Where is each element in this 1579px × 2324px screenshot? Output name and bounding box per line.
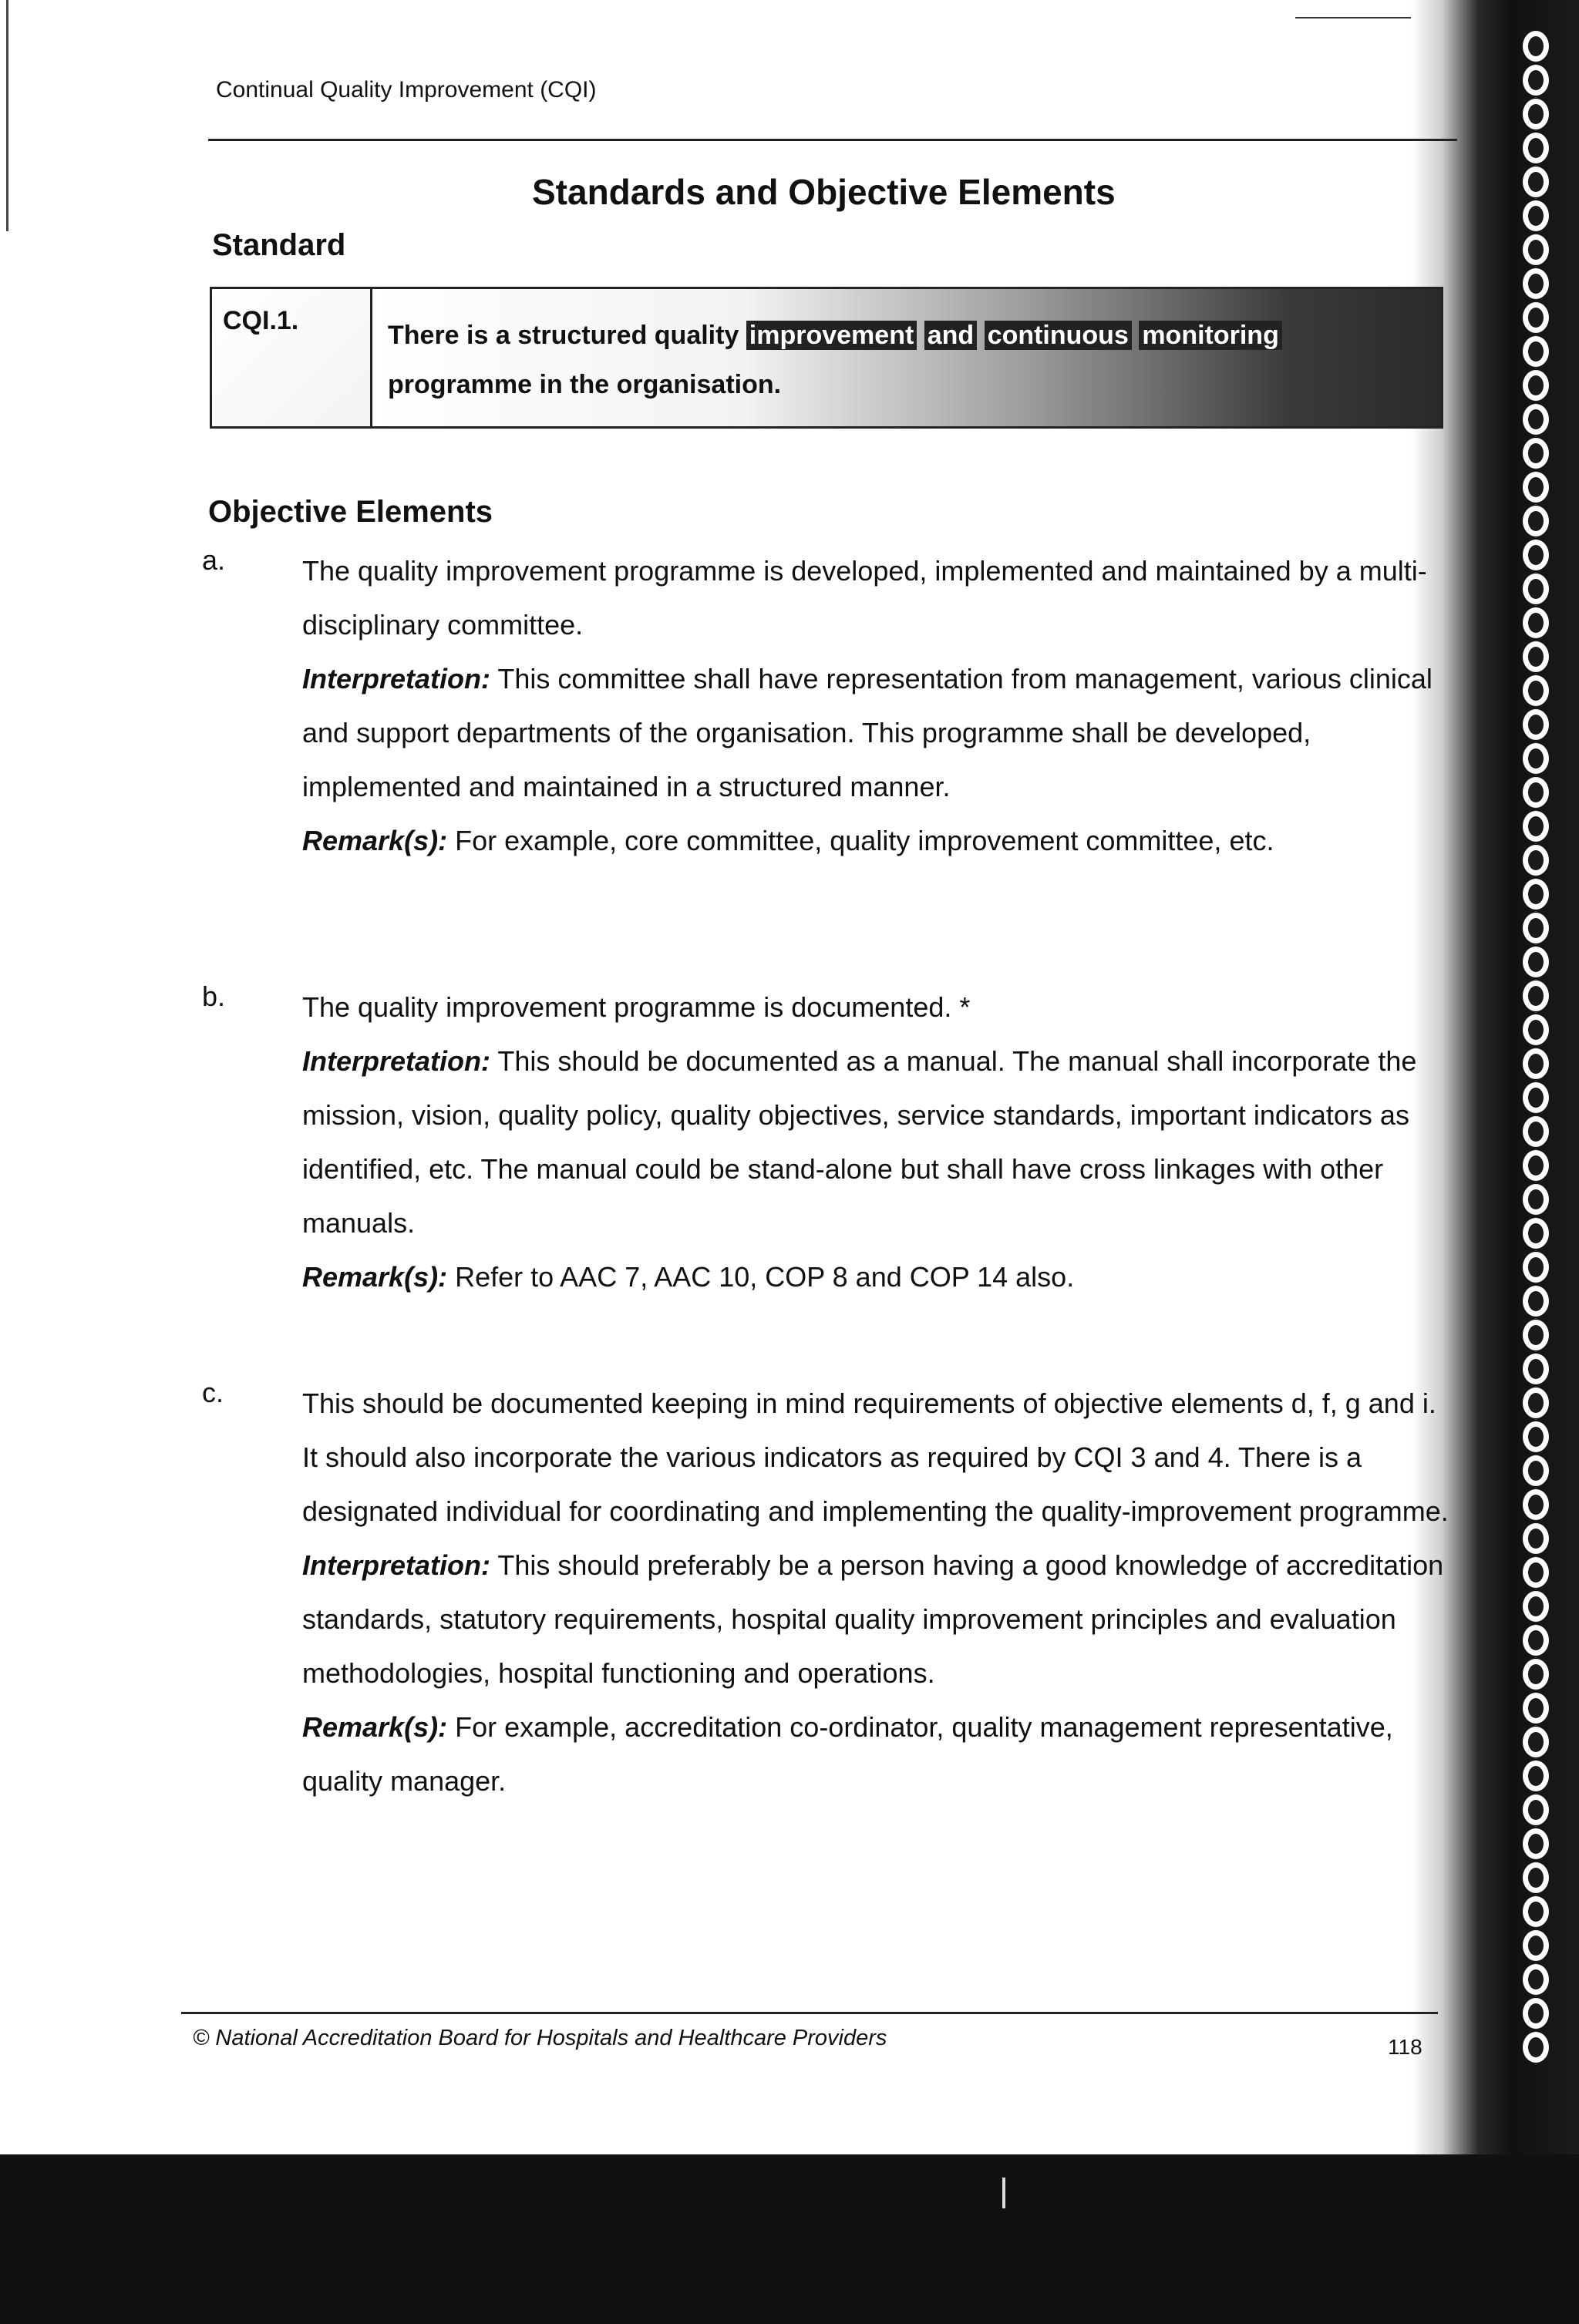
binding-ring <box>1523 675 1549 706</box>
interpretation-text: This should be documented as a manual. The manual shall incorporate the mission, vision, quality policy, quality objectives, service standards, important indicators as identified, etc. The manual could be stand-alone but shall have cross linkages with other manuals. <box>302 1045 1417 1239</box>
element-remark <box>302 1700 1451 1808</box>
standard-text-space <box>977 321 984 350</box>
standard-text-space <box>917 321 924 350</box>
binding-ring <box>1523 709 1549 740</box>
binding-ring <box>1523 1896 1549 1927</box>
standard-text-highlight: and <box>924 321 977 350</box>
standard-code: CQI.1. <box>212 289 372 426</box>
binding-ring <box>1523 845 1549 876</box>
binding-ring <box>1523 1591 1549 1622</box>
remark-text: Refer to AAC 7, AAC 10, COP 8 and COP 14 also. <box>455 1261 1075 1293</box>
binding-ring <box>1523 1862 1549 1893</box>
binding-ring <box>1523 1727 1549 1757</box>
scan-bottom-mark <box>1002 2178 1005 2208</box>
binding-ring <box>1523 1930 1549 1961</box>
element-body <box>302 980 1451 1304</box>
page-title: Standards and Objective Elements <box>532 172 1116 212</box>
standard-text-highlight: improvement <box>746 321 917 350</box>
binding-ring <box>1523 166 1549 197</box>
remark-text: For example, accreditation co-ordinator, quality management representative, quality manager. <box>302 1711 1393 1797</box>
binding-ring <box>1523 65 1549 96</box>
page-number: 118 <box>1388 2035 1422 2059</box>
binding-ring <box>1523 1794 1549 1825</box>
standard-text-highlight: monitoring <box>1139 321 1282 350</box>
standard-text-part: There is a structured quality <box>388 321 746 350</box>
binding-ring <box>1523 1320 1549 1350</box>
binding-ring <box>1523 1693 1549 1724</box>
binding-ring <box>1523 438 1549 469</box>
standard-text-space <box>1132 321 1139 350</box>
binding-ring <box>1523 947 1549 977</box>
binding-ring <box>1523 370 1549 401</box>
element-statement: The quality improvement programme is documented. * <box>302 991 971 1023</box>
binding-ring <box>1523 879 1549 910</box>
binding-ring <box>1523 1557 1549 1588</box>
element-statement: This should be documented keeping in mind requirements of objective elements d, f, g and i. It should also incorporate the various indicators as required by CQI 3 and 4. There is a designated individual for coordinating and implementing the quality-improvement programme. <box>302 1387 1449 1527</box>
element-body <box>302 544 1451 868</box>
remark-label: Remark(s): <box>302 1261 448 1293</box>
interpretation-label: Interpretation: <box>302 1549 491 1581</box>
binding-ring <box>1523 472 1549 503</box>
binding-ring <box>1523 573 1549 604</box>
standard-text-line2: programme in the organisation. <box>388 370 782 399</box>
binding-ring <box>1523 1489 1549 1520</box>
element-interpretation <box>302 1539 1451 1700</box>
scan-edge-mark <box>6 0 8 231</box>
binding-ring <box>1523 2032 1549 2063</box>
binding-ring <box>1523 302 1549 333</box>
binding-ring <box>1523 1082 1549 1113</box>
binding-ring <box>1523 641 1549 672</box>
element-marker: c. <box>202 1377 224 1408</box>
binding-ring <box>1523 777 1549 808</box>
element-marker: b. <box>202 980 226 1012</box>
remark-label: Remark(s): <box>302 825 448 856</box>
binding-ring <box>1523 1184 1549 1215</box>
element-statement: The quality improvement programme is developed, implemented and maintained by a multi-disciplinary committee. <box>302 555 1427 641</box>
binding-ring <box>1523 607 1549 638</box>
binding-ring <box>1523 1828 1549 1859</box>
binding-ring <box>1523 1387 1549 1418</box>
binding-ring <box>1523 31 1549 62</box>
header-rule <box>208 139 1457 141</box>
running-header: Continual Quality Improvement (CQI) <box>216 77 597 103</box>
binding-ring <box>1523 1659 1549 1690</box>
binding-ring <box>1523 1998 1549 2029</box>
binding-ring <box>1523 1761 1549 1791</box>
binding-ring <box>1523 506 1549 536</box>
remark-text: For example, core committee, quality improvement committee, etc. <box>455 825 1274 856</box>
footer-rule <box>181 2012 1438 2014</box>
binding-ring <box>1523 200 1549 231</box>
spiral-binding-rings <box>1523 31 1569 2063</box>
element-interpretation <box>302 1034 1451 1250</box>
binding-ring <box>1523 1421 1549 1452</box>
binding-ring <box>1523 133 1549 163</box>
binding-ring <box>1523 404 1549 435</box>
binding-ring <box>1523 913 1549 943</box>
binding-ring <box>1523 1048 1549 1079</box>
binding-ring <box>1523 1455 1549 1486</box>
binding-ring <box>1523 99 1549 129</box>
element-interpretation <box>302 652 1451 814</box>
element-remark <box>302 814 1451 868</box>
binding-ring <box>1523 1150 1549 1181</box>
standard-statement <box>372 289 1441 426</box>
binding-ring <box>1523 1523 1549 1554</box>
footer-copyright: © National Accreditation Board for Hospitals and Healthcare Providers <box>193 2026 887 2050</box>
scan-bottom-shadow <box>0 2154 1579 2324</box>
remark-label: Remark(s): <box>302 1711 448 1743</box>
binding-ring <box>1523 336 1549 367</box>
element-body <box>302 1377 1451 1808</box>
interpretation-text: This committee shall have representation from management, various clinical and support departments of the organisation. This programme shall be developed, implemented and maintained in a structured manner. <box>302 663 1433 802</box>
binding-ring <box>1523 1252 1549 1283</box>
standard-label: Standard <box>212 228 346 262</box>
binding-ring <box>1523 234 1549 265</box>
binding-ring <box>1523 1625 1549 1656</box>
element-remark <box>302 1250 1451 1304</box>
binding-ring <box>1523 1014 1549 1045</box>
binding-ring <box>1523 1218 1549 1249</box>
binding-ring <box>1523 1964 1549 1995</box>
standard-text-highlight: continuous <box>985 321 1132 350</box>
interpretation-text: This should preferably be a person having a good knowledge of accreditation standards, statutory requirements, hospital quality improvement principles and evaluation methodologies, hospital functioning and operations. <box>302 1549 1444 1689</box>
binding-ring <box>1523 743 1549 774</box>
interpretation-label: Interpretation: <box>302 1045 491 1077</box>
interpretation-label: Interpretation: <box>302 663 491 695</box>
binding-ring <box>1523 811 1549 842</box>
objective-elements-heading: Objective Elements <box>208 495 493 529</box>
element-marker: a. <box>202 544 226 576</box>
binding-ring <box>1523 540 1549 570</box>
binding-ring <box>1523 1286 1549 1317</box>
binding-ring <box>1523 980 1549 1011</box>
binding-ring <box>1523 1354 1549 1384</box>
binding-ring <box>1523 1116 1549 1147</box>
standard-table <box>210 287 1443 429</box>
binding-ring <box>1523 268 1549 299</box>
